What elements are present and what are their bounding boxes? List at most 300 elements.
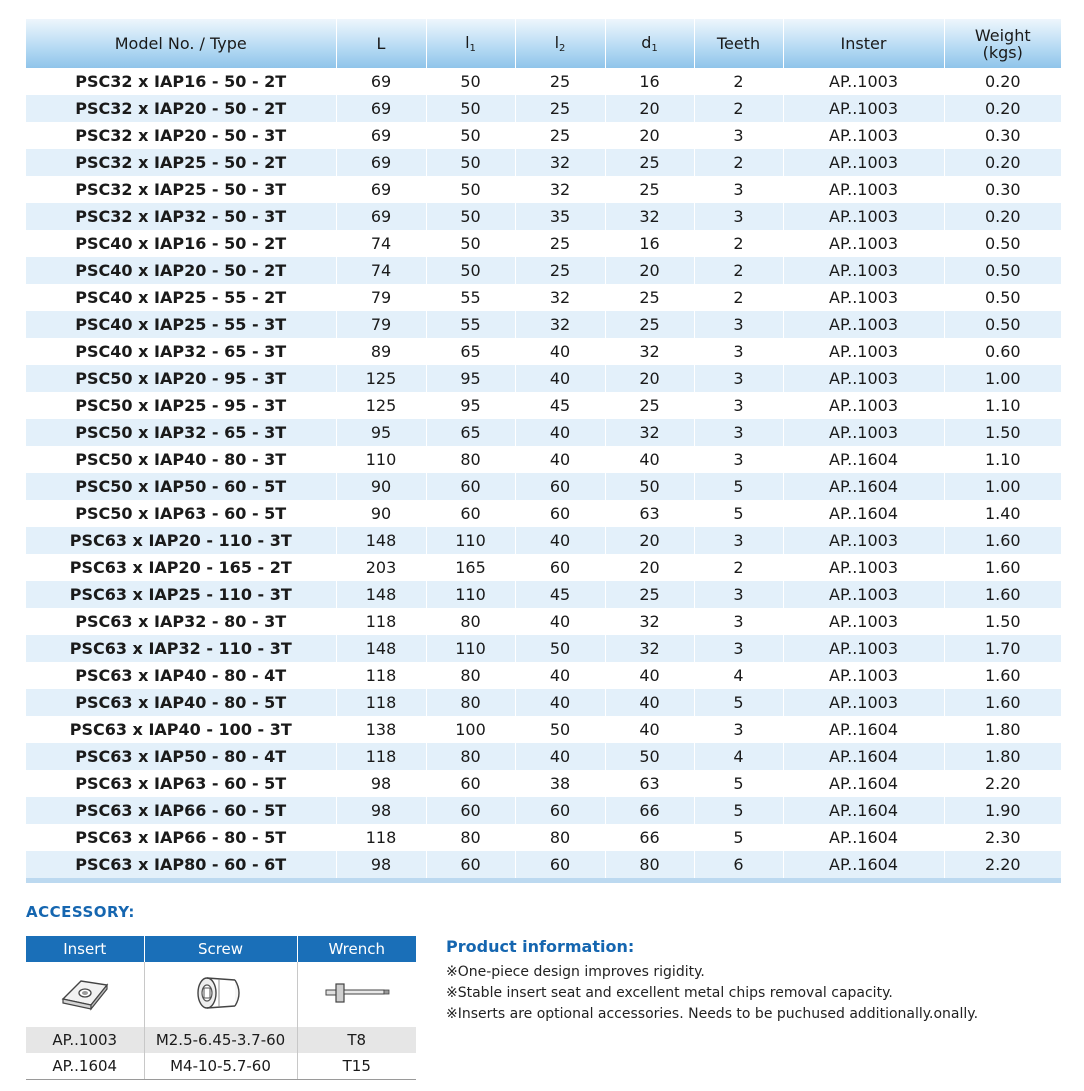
col-header-l1 xyxy=(426,19,515,68)
cell-l1: 80 xyxy=(426,743,515,770)
accessory-table-container xyxy=(26,936,416,1080)
cell-L: 69 xyxy=(336,176,426,203)
cell-weight: 2.30 xyxy=(944,824,1061,851)
cell-inster: AP..1003 xyxy=(783,608,944,635)
cell-l2: 40 xyxy=(515,338,605,365)
cell-l1: 110 xyxy=(426,581,515,608)
cell-model: PSC50 x IAP63 - 60 - 5T xyxy=(26,500,336,527)
cell-teeth: 3 xyxy=(694,203,783,230)
cell-l2: 35 xyxy=(515,203,605,230)
cell-model: PSC40 x IAP32 - 65 - 3T xyxy=(26,338,336,365)
col-header-l2-base: l xyxy=(554,32,560,52)
table-row xyxy=(26,446,1061,473)
cell-inster: AP..1604 xyxy=(783,716,944,743)
cell-d1: 25 xyxy=(605,392,694,419)
cell-teeth: 5 xyxy=(694,824,783,851)
table-row xyxy=(26,662,1061,689)
cell-L: 125 xyxy=(336,365,426,392)
cell-model: PSC63 x IAP20 - 110 - 3T xyxy=(26,527,336,554)
cell-inster: AP..1003 xyxy=(783,149,944,176)
table-row xyxy=(26,608,1061,635)
table-bottom-bar xyxy=(26,878,1061,883)
cell-L: 98 xyxy=(336,770,426,797)
cell-d1: 63 xyxy=(605,500,694,527)
cell-d1: 20 xyxy=(605,527,694,554)
cell-d1: 32 xyxy=(605,608,694,635)
cell-teeth: 5 xyxy=(694,473,783,500)
cell-teeth: 2 xyxy=(694,230,783,257)
cell-d1: 50 xyxy=(605,473,694,500)
cell-l2: 40 xyxy=(515,662,605,689)
table-row xyxy=(26,230,1061,257)
cell-L: 98 xyxy=(336,851,426,878)
cell-d1: 40 xyxy=(605,662,694,689)
cell-inster: AP..1003 xyxy=(783,365,944,392)
cell-l1: 50 xyxy=(426,149,515,176)
accessory-table xyxy=(26,936,416,1080)
cell-teeth: 3 xyxy=(694,608,783,635)
cell-model: PSC40 x IAP25 - 55 - 2T xyxy=(26,284,336,311)
cell-l1: 60 xyxy=(426,500,515,527)
cell-l2: 40 xyxy=(515,743,605,770)
cell-teeth: 2 xyxy=(694,284,783,311)
cell-weight: 1.00 xyxy=(944,473,1061,500)
cell-l1: 50 xyxy=(426,122,515,149)
table-row xyxy=(26,527,1061,554)
cell-weight: 0.50 xyxy=(944,257,1061,284)
cell-inster: AP..1003 xyxy=(783,311,944,338)
cell-l1: 165 xyxy=(426,554,515,581)
cell-weight: 0.20 xyxy=(944,149,1061,176)
cell-weight: 1.60 xyxy=(944,581,1061,608)
table-row xyxy=(26,581,1061,608)
table-row xyxy=(26,635,1061,662)
cell-L: 74 xyxy=(336,257,426,284)
cell-inster: AP..1604 xyxy=(783,473,944,500)
cell-l2: 40 xyxy=(515,419,605,446)
cell-L: 148 xyxy=(336,581,426,608)
table-row xyxy=(26,338,1061,365)
col-header-l1-base: l xyxy=(465,32,470,52)
spec-table xyxy=(26,19,1061,878)
table-row xyxy=(26,473,1061,500)
cell-model: PSC50 x IAP40 - 80 - 3T xyxy=(26,446,336,473)
col-header-teeth: Teeth xyxy=(694,19,783,68)
cell-d1: 20 xyxy=(605,122,694,149)
cell-L: 138 xyxy=(336,716,426,743)
product-info-line: ※Inserts are optional accessories. Needs to be puchused additionally.onally. xyxy=(446,1006,979,1022)
accessory-header-row xyxy=(26,936,416,962)
cell-l2: 40 xyxy=(515,527,605,554)
col-header-l2 xyxy=(515,19,605,68)
table-row xyxy=(26,392,1061,419)
cell-L: 90 xyxy=(336,473,426,500)
cell-L: 118 xyxy=(336,743,426,770)
cell-d1: 25 xyxy=(605,149,694,176)
cell-model: PSC63 x IAP40 - 80 - 5T xyxy=(26,689,336,716)
cell-teeth: 4 xyxy=(694,662,783,689)
cell-model: PSC50 x IAP50 - 60 - 5T xyxy=(26,473,336,500)
cell-weight: 1.50 xyxy=(944,419,1061,446)
cell-model: PSC40 x IAP16 - 50 - 2T xyxy=(26,230,336,257)
cell-d1: 50 xyxy=(605,743,694,770)
cell-inster: AP..1604 xyxy=(783,797,944,824)
cell-model: PSC63 x IAP66 - 80 - 5T xyxy=(26,824,336,851)
accessory-row xyxy=(26,1027,416,1053)
cell-teeth: 3 xyxy=(694,446,783,473)
cell-l2: 50 xyxy=(515,635,605,662)
cell-model: PSC32 x IAP32 - 50 - 3T xyxy=(26,203,336,230)
insert-image-cell xyxy=(26,962,144,1027)
cell-d1: 66 xyxy=(605,824,694,851)
cell-model: PSC32 x IAP25 - 50 - 2T xyxy=(26,149,336,176)
cell-teeth: 3 xyxy=(694,122,783,149)
col-header-weight-line2: (kgs) xyxy=(982,42,1023,62)
product-info-line: ※Stable insert seat and excellent metal chips removal capacity. xyxy=(446,985,893,1001)
cell-L: 148 xyxy=(336,527,426,554)
cell-d1: 16 xyxy=(605,230,694,257)
cell-weight: 0.20 xyxy=(944,203,1061,230)
table-row xyxy=(26,824,1061,851)
table-row xyxy=(26,203,1061,230)
accessory-cell-wrench: T15 xyxy=(297,1053,416,1080)
accessory-title: ACCESSORY: xyxy=(26,903,135,921)
cell-weight: 1.60 xyxy=(944,554,1061,581)
cell-l2: 32 xyxy=(515,176,605,203)
product-info-line: ※One-piece design improves rigidity. xyxy=(446,964,705,980)
cell-l2: 32 xyxy=(515,149,605,176)
cell-inster: AP..1604 xyxy=(783,824,944,851)
cell-model: PSC63 x IAP40 - 80 - 4T xyxy=(26,662,336,689)
cell-teeth: 2 xyxy=(694,95,783,122)
cell-inster: AP..1003 xyxy=(783,203,944,230)
cell-teeth: 3 xyxy=(694,581,783,608)
col-header-d1 xyxy=(605,19,694,68)
cell-L: 98 xyxy=(336,797,426,824)
cell-l2: 45 xyxy=(515,392,605,419)
cell-d1: 32 xyxy=(605,635,694,662)
cell-weight: 1.50 xyxy=(944,608,1061,635)
cell-inster: AP..1003 xyxy=(783,176,944,203)
cell-weight: 0.30 xyxy=(944,122,1061,149)
cell-d1: 40 xyxy=(605,446,694,473)
cell-model: PSC32 x IAP20 - 50 - 3T xyxy=(26,122,336,149)
cell-l2: 40 xyxy=(515,446,605,473)
cell-inster: AP..1604 xyxy=(783,851,944,878)
cell-l2: 40 xyxy=(515,689,605,716)
accessory-image-row xyxy=(26,962,416,1027)
cell-weight: 1.10 xyxy=(944,446,1061,473)
cell-d1: 25 xyxy=(605,176,694,203)
cell-inster: AP..1003 xyxy=(783,95,944,122)
cell-L: 69 xyxy=(336,122,426,149)
cell-l2: 60 xyxy=(515,500,605,527)
cell-l1: 95 xyxy=(426,365,515,392)
cell-d1: 16 xyxy=(605,68,694,95)
col-header-model: Model No. / Type xyxy=(26,19,336,68)
cell-inster: AP..1003 xyxy=(783,662,944,689)
cell-weight: 2.20 xyxy=(944,851,1061,878)
cell-model: PSC63 x IAP25 - 110 - 3T xyxy=(26,581,336,608)
cell-L: 95 xyxy=(336,419,426,446)
cell-l2: 25 xyxy=(515,68,605,95)
accessory-header-insert: Insert xyxy=(26,936,144,962)
cell-l1: 50 xyxy=(426,68,515,95)
cell-model: PSC50 x IAP25 - 95 - 3T xyxy=(26,392,336,419)
cell-model: PSC32 x IAP25 - 50 - 3T xyxy=(26,176,336,203)
table-row xyxy=(26,176,1061,203)
cell-l2: 40 xyxy=(515,608,605,635)
wrench-image-cell xyxy=(297,962,416,1027)
cell-L: 69 xyxy=(336,95,426,122)
cell-l1: 50 xyxy=(426,203,515,230)
cell-teeth: 2 xyxy=(694,257,783,284)
cell-teeth: 4 xyxy=(694,743,783,770)
cell-weight: 0.20 xyxy=(944,95,1061,122)
col-header-d1-base: d xyxy=(641,32,652,52)
col-header-weight xyxy=(944,19,1061,68)
cell-teeth: 5 xyxy=(694,770,783,797)
cell-model: PSC32 x IAP20 - 50 - 2T xyxy=(26,95,336,122)
table-row xyxy=(26,122,1061,149)
cell-l1: 60 xyxy=(426,797,515,824)
cell-d1: 32 xyxy=(605,338,694,365)
cell-teeth: 2 xyxy=(694,149,783,176)
cell-l1: 60 xyxy=(426,851,515,878)
table-row xyxy=(26,149,1061,176)
cell-weight: 1.40 xyxy=(944,500,1061,527)
cell-weight: 1.80 xyxy=(944,716,1061,743)
cell-l1: 110 xyxy=(426,527,515,554)
cell-weight: 2.20 xyxy=(944,770,1061,797)
table-row xyxy=(26,797,1061,824)
table-row xyxy=(26,419,1061,446)
cell-weight: 1.90 xyxy=(944,797,1061,824)
cell-inster: AP..1003 xyxy=(783,284,944,311)
cell-l1: 55 xyxy=(426,284,515,311)
cell-weight: 0.50 xyxy=(944,311,1061,338)
cell-model: PSC40 x IAP20 - 50 - 2T xyxy=(26,257,336,284)
cell-L: 69 xyxy=(336,68,426,95)
cell-inster: AP..1604 xyxy=(783,743,944,770)
cell-teeth: 5 xyxy=(694,500,783,527)
table-row xyxy=(26,689,1061,716)
accessory-row xyxy=(26,1053,416,1080)
cell-weight: 1.60 xyxy=(944,527,1061,554)
cell-model: PSC63 x IAP20 - 165 - 2T xyxy=(26,554,336,581)
cell-teeth: 3 xyxy=(694,527,783,554)
cell-inster: AP..1604 xyxy=(783,500,944,527)
table-row xyxy=(26,68,1061,95)
cell-l1: 80 xyxy=(426,824,515,851)
table-row xyxy=(26,257,1061,284)
cell-L: 118 xyxy=(336,662,426,689)
col-header-d1-sub: 1 xyxy=(651,42,658,54)
cell-model: PSC63 x IAP66 - 60 - 5T xyxy=(26,797,336,824)
col-header-weight-line1: Weight xyxy=(974,25,1031,45)
cell-teeth: 6 xyxy=(694,851,783,878)
cell-weight: 1.60 xyxy=(944,662,1061,689)
accessory-cell-insert: AP..1003 xyxy=(26,1027,144,1053)
cell-inster: AP..1003 xyxy=(783,635,944,662)
cell-inster: AP..1003 xyxy=(783,68,944,95)
cell-inster: AP..1003 xyxy=(783,338,944,365)
cell-d1: 40 xyxy=(605,689,694,716)
cell-l2: 25 xyxy=(515,230,605,257)
cell-l2: 60 xyxy=(515,554,605,581)
cell-l2: 80 xyxy=(515,824,605,851)
cell-d1: 32 xyxy=(605,203,694,230)
cell-model: PSC63 x IAP32 - 110 - 3T xyxy=(26,635,336,662)
table-row xyxy=(26,95,1061,122)
cell-inster: AP..1003 xyxy=(783,257,944,284)
cell-l2: 60 xyxy=(515,797,605,824)
accessory-header-wrench: Wrench xyxy=(297,936,416,962)
table-row xyxy=(26,851,1061,878)
cell-teeth: 3 xyxy=(694,635,783,662)
cell-inster: AP..1003 xyxy=(783,527,944,554)
cell-l1: 65 xyxy=(426,338,515,365)
cell-teeth: 3 xyxy=(694,311,783,338)
col-header-L: L xyxy=(336,19,426,68)
spec-table-body xyxy=(26,68,1061,878)
cell-l2: 45 xyxy=(515,581,605,608)
cell-inster: AP..1003 xyxy=(783,581,944,608)
cell-model: PSC63 x IAP50 - 80 - 4T xyxy=(26,743,336,770)
cell-L: 118 xyxy=(336,689,426,716)
spec-table-container xyxy=(26,19,1061,883)
cell-model: PSC40 x IAP25 - 55 - 3T xyxy=(26,311,336,338)
cell-l1: 110 xyxy=(426,635,515,662)
cell-teeth: 5 xyxy=(694,797,783,824)
cell-d1: 20 xyxy=(605,257,694,284)
cell-d1: 20 xyxy=(605,365,694,392)
cell-d1: 25 xyxy=(605,284,694,311)
cell-l1: 50 xyxy=(426,176,515,203)
cell-inster: AP..1003 xyxy=(783,419,944,446)
cell-l1: 80 xyxy=(426,662,515,689)
cell-l2: 38 xyxy=(515,770,605,797)
cell-teeth: 3 xyxy=(694,716,783,743)
cell-teeth: 3 xyxy=(694,176,783,203)
col-header-l2-sub: 2 xyxy=(559,42,566,54)
cell-d1: 66 xyxy=(605,797,694,824)
cell-weight: 1.80 xyxy=(944,743,1061,770)
accessory-cell-insert: AP..1604 xyxy=(26,1053,144,1080)
cell-weight: 0.50 xyxy=(944,284,1061,311)
cell-L: 89 xyxy=(336,338,426,365)
insert-icon xyxy=(57,971,113,1015)
cell-teeth: 2 xyxy=(694,68,783,95)
cell-inster: AP..1003 xyxy=(783,230,944,257)
cell-l1: 100 xyxy=(426,716,515,743)
cell-l1: 50 xyxy=(426,230,515,257)
cell-inster: AP..1604 xyxy=(783,446,944,473)
product-info-panel xyxy=(446,937,1066,1025)
cell-weight: 0.60 xyxy=(944,338,1061,365)
accessory-header-screw: Screw xyxy=(144,936,297,962)
table-row xyxy=(26,554,1061,581)
cell-d1: 25 xyxy=(605,581,694,608)
accessory-cell-screw: M4-10-5.7-60 xyxy=(144,1053,297,1080)
cell-l2: 40 xyxy=(515,365,605,392)
screw-icon xyxy=(189,971,253,1015)
cell-l2: 25 xyxy=(515,122,605,149)
cell-weight: 1.10 xyxy=(944,392,1061,419)
table-row xyxy=(26,365,1061,392)
cell-l1: 60 xyxy=(426,473,515,500)
cell-model: PSC63 x IAP40 - 100 - 3T xyxy=(26,716,336,743)
cell-model: PSC50 x IAP20 - 95 - 3T xyxy=(26,365,336,392)
cell-l2: 60 xyxy=(515,473,605,500)
cell-L: 74 xyxy=(336,230,426,257)
cell-inster: AP..1003 xyxy=(783,554,944,581)
col-header-l1-sub: 1 xyxy=(469,42,476,54)
table-row xyxy=(26,284,1061,311)
cell-l2: 25 xyxy=(515,257,605,284)
spec-table-header-row xyxy=(26,19,1061,68)
cell-teeth: 3 xyxy=(694,338,783,365)
table-row xyxy=(26,311,1061,338)
cell-L: 118 xyxy=(336,824,426,851)
table-row xyxy=(26,770,1061,797)
cell-weight: 1.00 xyxy=(944,365,1061,392)
cell-model: PSC63 x IAP32 - 80 - 3T xyxy=(26,608,336,635)
cell-weight: 1.60 xyxy=(944,689,1061,716)
cell-model: PSC63 x IAP80 - 60 - 6T xyxy=(26,851,336,878)
screw-image-cell xyxy=(144,962,297,1027)
cell-model: PSC32 x IAP16 - 50 - 2T xyxy=(26,68,336,95)
table-row xyxy=(26,743,1061,770)
cell-inster: AP..1003 xyxy=(783,689,944,716)
wrench-icon xyxy=(322,978,392,1008)
cell-d1: 32 xyxy=(605,419,694,446)
cell-l2: 50 xyxy=(515,716,605,743)
accessory-cell-screw: M2.5-6.45-3.7-60 xyxy=(144,1027,297,1053)
cell-weight: 0.30 xyxy=(944,176,1061,203)
cell-model: PSC63 x IAP63 - 60 - 5T xyxy=(26,770,336,797)
cell-l1: 50 xyxy=(426,95,515,122)
cell-inster: AP..1003 xyxy=(783,122,944,149)
cell-l1: 50 xyxy=(426,257,515,284)
cell-l1: 65 xyxy=(426,419,515,446)
cell-d1: 63 xyxy=(605,770,694,797)
cell-l2: 32 xyxy=(515,284,605,311)
cell-teeth: 3 xyxy=(694,365,783,392)
cell-d1: 80 xyxy=(605,851,694,878)
cell-inster: AP..1604 xyxy=(783,770,944,797)
cell-L: 203 xyxy=(336,554,426,581)
cell-d1: 25 xyxy=(605,311,694,338)
cell-L: 69 xyxy=(336,149,426,176)
cell-L: 90 xyxy=(336,500,426,527)
accessory-cell-wrench: T8 xyxy=(297,1027,416,1053)
cell-l2: 60 xyxy=(515,851,605,878)
cell-l1: 95 xyxy=(426,392,515,419)
cell-d1: 40 xyxy=(605,716,694,743)
cell-d1: 20 xyxy=(605,554,694,581)
cell-teeth: 2 xyxy=(694,554,783,581)
cell-L: 125 xyxy=(336,392,426,419)
cell-L: 79 xyxy=(336,311,426,338)
cell-teeth: 3 xyxy=(694,392,783,419)
cell-weight: 0.20 xyxy=(944,68,1061,95)
cell-L: 110 xyxy=(336,446,426,473)
cell-l1: 80 xyxy=(426,689,515,716)
cell-L: 69 xyxy=(336,203,426,230)
cell-d1: 20 xyxy=(605,95,694,122)
cell-L: 148 xyxy=(336,635,426,662)
